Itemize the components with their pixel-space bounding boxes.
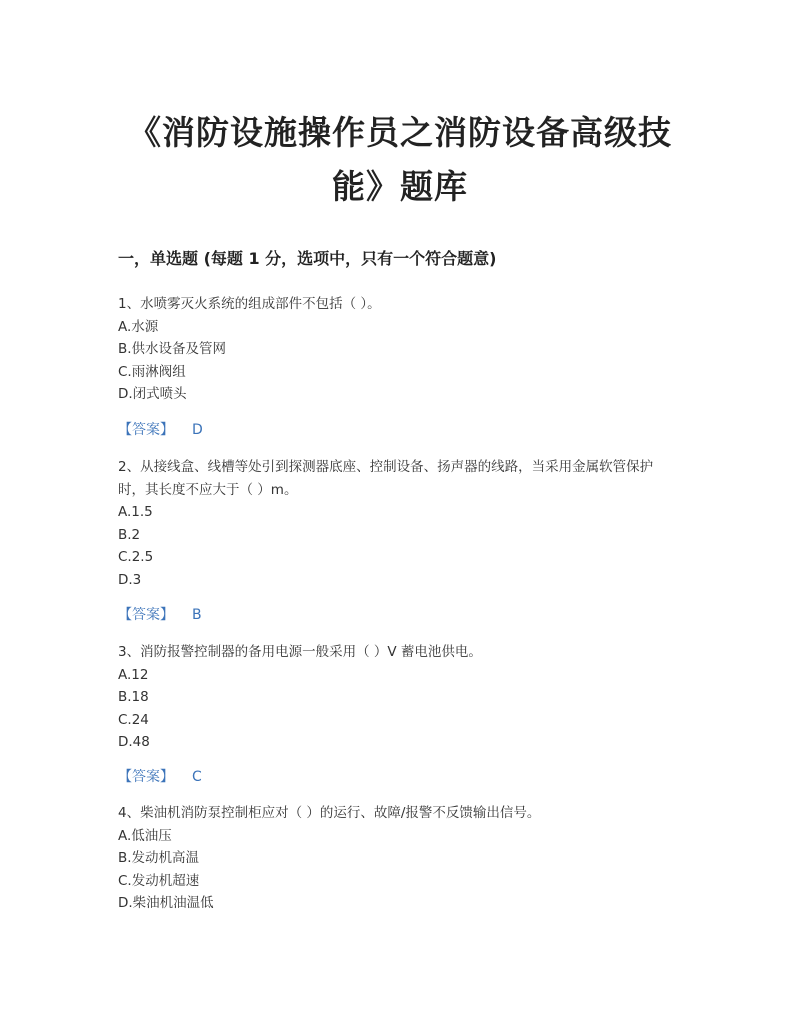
answer-label: 【答案】 — [118, 607, 174, 623]
option-b: B.供水设备及管网 — [118, 341, 227, 357]
option-d: D.3 — [118, 571, 142, 588]
option-c: C.雨淋阀组 — [118, 363, 186, 380]
question-3 — [118, 641, 678, 754]
option-a: A.12 — [118, 666, 149, 683]
option-a: A.1.5 — [118, 504, 153, 520]
question-1 — [118, 293, 678, 406]
question-stem: 1、水喷雾灭火系统的组成部件不包括（ ）。 — [118, 296, 381, 312]
option-d: D.48 — [118, 734, 150, 750]
option-c: C.24 — [118, 711, 149, 728]
question-stem: 2、从接线盒、线槽等处引到探测器底座、控制设备、扬声器的线路，当采用金属软管保护时，其长度不应大于（ ）m。 — [118, 459, 654, 498]
option-a: A.水源 — [118, 318, 159, 335]
answer-1 — [118, 419, 203, 441]
option-a: A.低油压 — [118, 827, 172, 844]
title-line-2: 能》题库 — [332, 167, 468, 206]
title-line-1: 《消防设施操作员之消防设备高级技 — [128, 113, 672, 152]
question-2 — [118, 456, 678, 591]
option-c: C.2.5 — [118, 549, 154, 565]
option-b: B.发动机高温 — [118, 850, 200, 866]
document-title — [110, 106, 690, 214]
answer-label: 【答案】 — [118, 422, 174, 438]
option-b: B.18 — [118, 689, 149, 705]
answer-value: D — [192, 422, 203, 438]
question-stem: 3、消防报警控制器的备用电源一般采用（ ）V 蓄电池供电。 — [118, 644, 482, 660]
answer-3 — [118, 766, 202, 788]
option-c: C.发动机超速 — [118, 872, 200, 889]
answer-value: B — [192, 607, 202, 623]
option-b: B.2 — [118, 526, 141, 543]
question-4 — [118, 802, 678, 915]
option-d: D.闭式喷头 — [118, 386, 187, 402]
answer-2 — [118, 604, 202, 626]
question-stem: 4、柴油机消防泵控制柜应对（ ）的运行、故障/报警不反馈输出信号。 — [118, 805, 541, 821]
section-header: 一，单选题 (每题 1 分，选项中，只有一个符合题意) — [118, 249, 497, 268]
answer-label: 【答案】 — [118, 769, 174, 785]
option-d: D.柴油机油温低 — [118, 895, 214, 911]
answer-value: C — [192, 769, 202, 785]
